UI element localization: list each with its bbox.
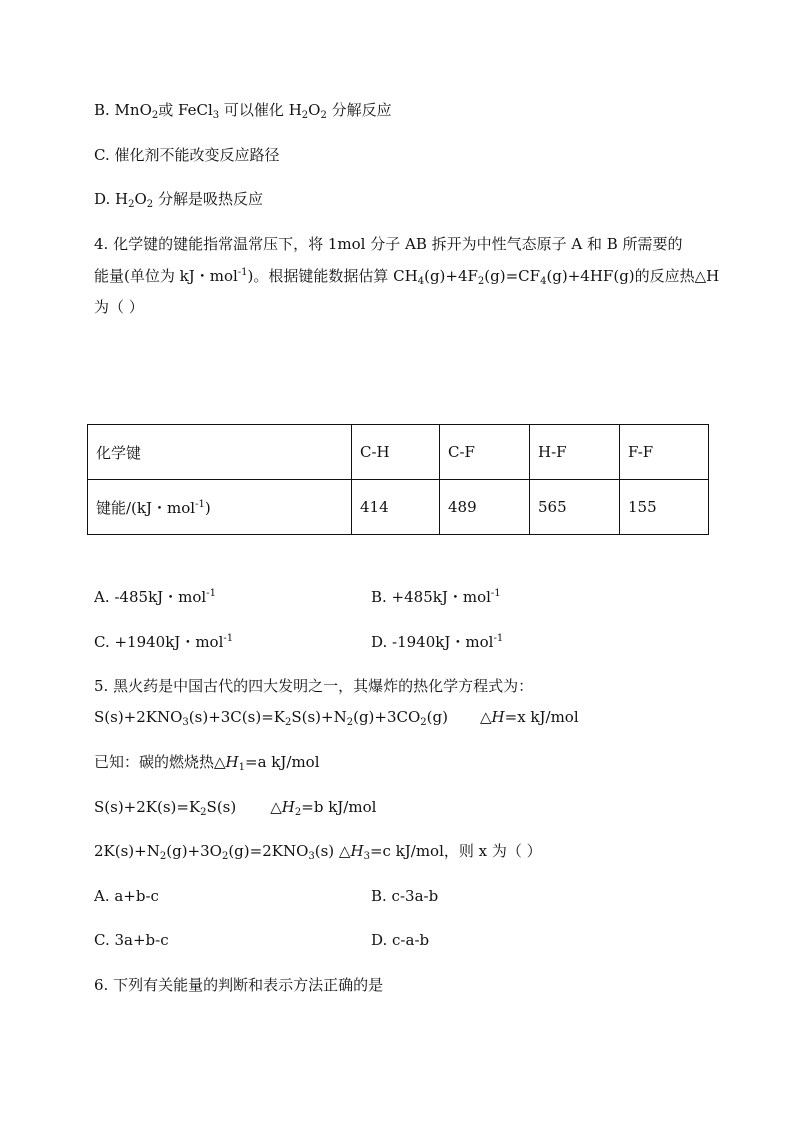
q5-main-equation: $S(s)+2KNO_3(s)+3C(s)=K_2S(s)+N_2(g)+3CO_2(g)$ △H=x kJ/mol [94,708,579,728]
table-cell: H-F [530,425,620,480]
table-cell: C-H [352,425,440,480]
table-cell: 565 [530,480,620,535]
table-row [88,480,709,535]
table-header-row [88,425,709,480]
table-cell: F-F [620,425,709,480]
q6-stem: 6. 下列有关能量的判断和表示方法正确的是 [94,976,384,994]
bond-energy-table [87,424,709,535]
table-cell: 489 [440,480,530,535]
table-cell: 414 [352,480,440,535]
table-cell-row-label: 键能/(kJ・mol$^{-1}$) [88,480,352,535]
q3-option-b: B. MnO$_2$或 FeCl$_3$ 可以催化 $H_2O_2$ 分解反应 [94,101,392,121]
q5-equation-3: $2K(s)+N_2(g)+3O_2(g)=2KNO_3(s)$ $\triangle H_3=c$ kJ/mol，则 x 为（ ） [94,842,542,862]
q4-stem-line1: 4. 化学键的键能指常温常压下，将 1mol 分子 AB 拆开为中性气态原子 A 和 B 所需要的 [94,235,683,253]
table-cell: 化学键 [88,425,352,480]
q4-option-b: B. +485kJ・mol$^{-1}$ [371,588,501,606]
q5-option-c: C. 3a+b-c [94,931,169,949]
q5-option-b: B. c-3a-b [371,887,439,905]
q4-option-a: A. -485kJ・mol$^{-1}$ [94,588,216,606]
table-cell: C-F [440,425,530,480]
q5-known-combustion: 已知：碳的燃烧热$\triangle H_1=a$ kJ/mol [94,753,320,773]
q5-option-a: A. a+b-c [94,887,159,905]
q4-stem-line2: 能量(单位为 kJ・mol$^{-1}$)。根据键能数据估算 $CH_4(g)+4F_2(g)=CF_4(g)+4HF(g)$的反应热△H [94,267,720,287]
q4-option-c: C. +1940kJ・mol$^{-1}$ [94,633,234,651]
q3-option-d: D. $H_2O_2$ 分解是吸热反应 [94,190,263,210]
table-cell: 155 [620,480,709,535]
q4-stem-line3: 为（ ） [94,298,144,316]
q4-option-d: D. -1940kJ・mol$^{-1}$ [371,633,504,651]
q5-equation-2: $S(s)+2K(s)=K_2S(s)$ $\triangle H_2=b$ kJ/mol [94,798,377,818]
q5-stem: 5. 黑火药是中国古代的四大发明之一，其爆炸的热化学方程式为： [94,677,534,695]
q5-option-d: D. c-a-b [371,931,430,949]
q3-option-c: C. 催化剂不能改变反应路径 [94,146,280,164]
